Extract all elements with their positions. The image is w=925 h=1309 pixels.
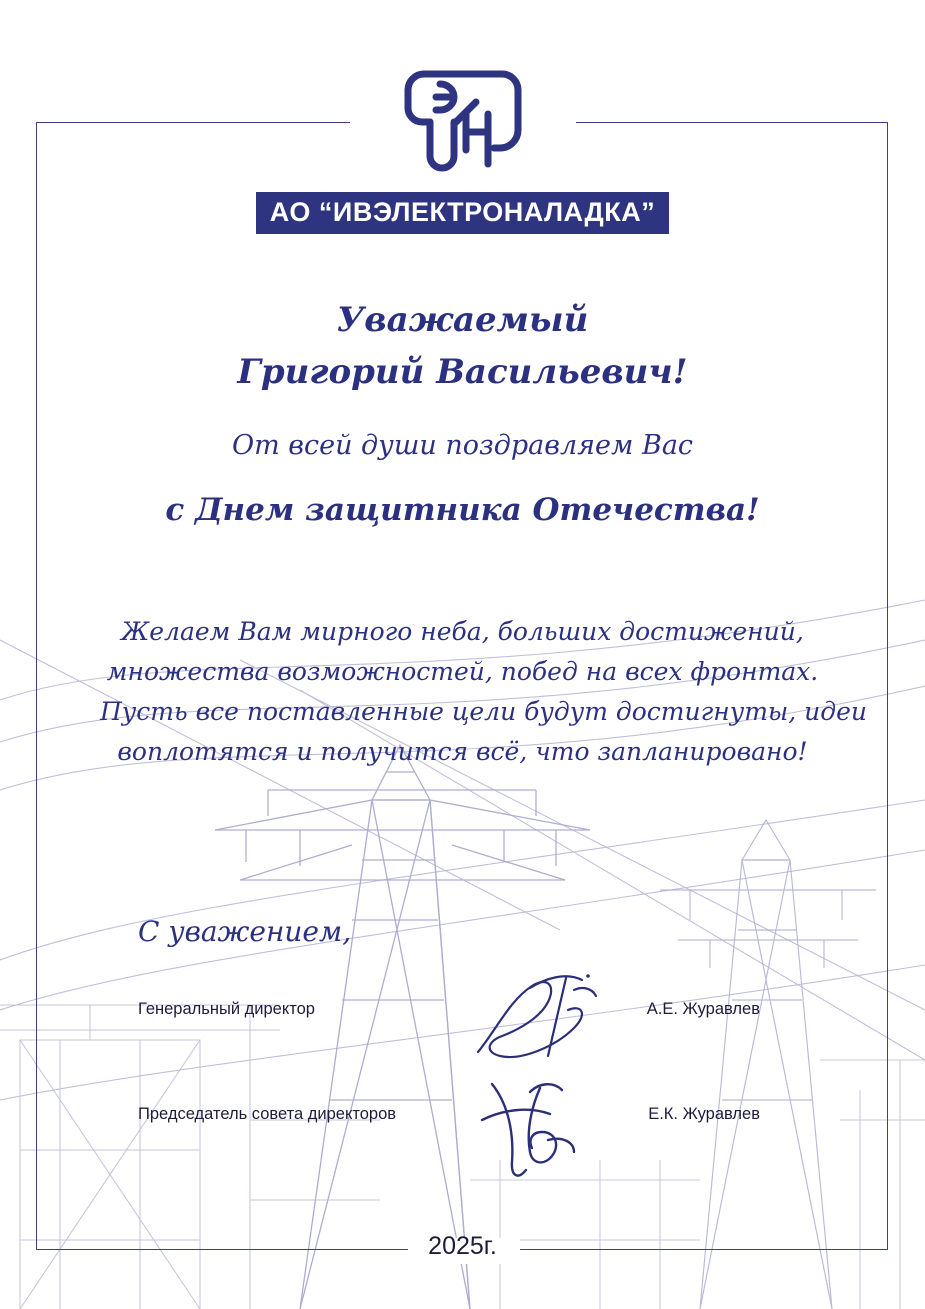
signature-general-director (470, 960, 650, 1080)
salutation-line-1: Уважаемый (336, 300, 589, 340)
company-name-banner (0, 192, 925, 234)
company-logo (0, 58, 925, 181)
salutation-line-2: Григорий Васильевич! (237, 352, 688, 392)
closing-regards: С уважением, (138, 915, 352, 948)
signatory-title: Генеральный директор (138, 1000, 315, 1018)
signatory-name: Е.К. Журавлев (648, 1105, 760, 1123)
congratulation-occasion: с Днем защитника Отечества! (165, 492, 760, 528)
wishes-line: Пусть все поставленные цели будут достигнуты, идеи (100, 697, 868, 726)
congratulation-intro: От всей души поздравляем Вас (231, 430, 694, 461)
ivelektronaladka-logo-icon (388, 58, 538, 176)
company-name-text: АО “ИВЭЛЕКТРОНАЛАДКА” (256, 192, 669, 234)
card-year: 2025г. (428, 1232, 497, 1260)
wishes-line: множества возможностей, побед на всех фронтах. (106, 657, 819, 686)
wishes-line: Желаем Вам мирного неба, больших достижений, (121, 617, 804, 646)
signature-board-chairman (478, 1070, 628, 1190)
signatory-title: Председатель совета директоров (138, 1105, 397, 1123)
signatory-name: А.Е. Журавлев (646, 1000, 760, 1018)
wishes-paragraph (100, 612, 868, 772)
wishes-line: воплотятся и получится всё, что запланировано! (117, 737, 808, 766)
